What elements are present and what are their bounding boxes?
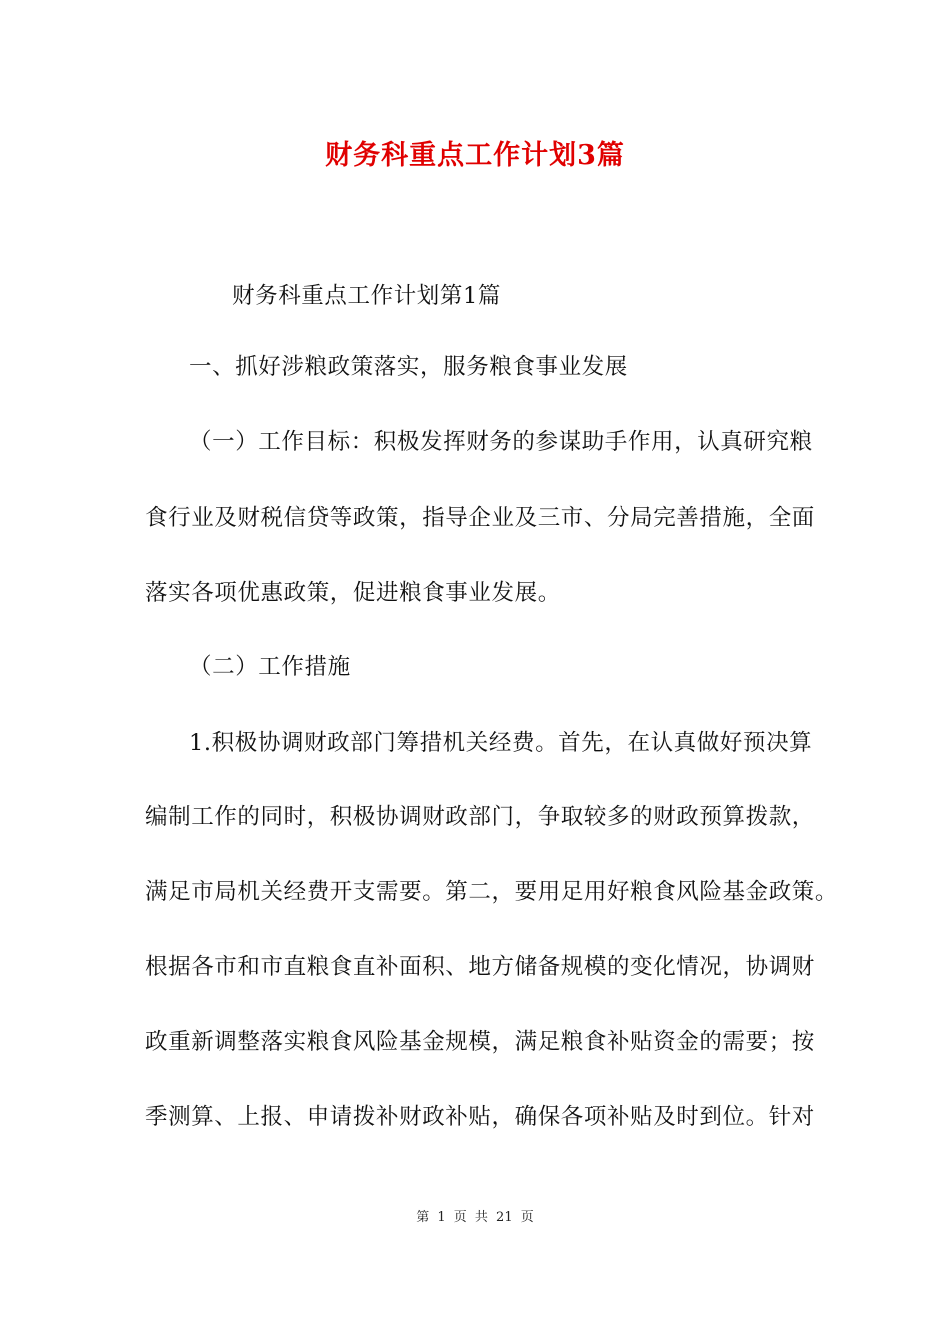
section-heading-1: 财务科重点工作计划第1篇 bbox=[232, 283, 502, 309]
paragraph-line: 政重新调整落实粮食风险基金规模，满足粮食补贴资金的需要；按 bbox=[145, 1029, 815, 1055]
paragraph-line: 编制工作的同时，积极协调财政部门，争取较多的财政预算拨款， bbox=[145, 804, 815, 830]
paragraph-line: 季测算、上报、申请拨补财政补贴，确保各项补贴及时到位。针对 bbox=[145, 1104, 815, 1130]
paragraph-line: 落实各项优惠政策，促进粮食事业发展。 bbox=[145, 580, 561, 606]
paragraph-line: 食行业及财税信贷等政策，指导企业及三市、分局完善措施，全面 bbox=[145, 505, 815, 531]
paragraph-line: 根据各市和市直粮食直补面积、地方储备规模的变化情况，协调财 bbox=[145, 954, 815, 980]
paragraph-line: 满足市局机关经费开支需要。第二，要用足用好粮食风险基金政策。 bbox=[145, 879, 839, 905]
paragraph-line: （一）工作目标：积极发挥财务的参谋助手作用，认真研究粮 bbox=[189, 429, 813, 455]
document-title: 财务科重点工作计划3篇 bbox=[325, 140, 625, 171]
page-number: 第 1 页 共 21 页 bbox=[416, 1210, 534, 1225]
heading-policy: 一、抓好涉粮政策落实，服务粮食事业发展 bbox=[189, 354, 628, 380]
paragraph-line: 1.积极协调财政部门筹措机关经费。首先，在认真做好预决算 bbox=[189, 730, 813, 756]
subheading-measures: （二）工作措施 bbox=[189, 654, 351, 680]
